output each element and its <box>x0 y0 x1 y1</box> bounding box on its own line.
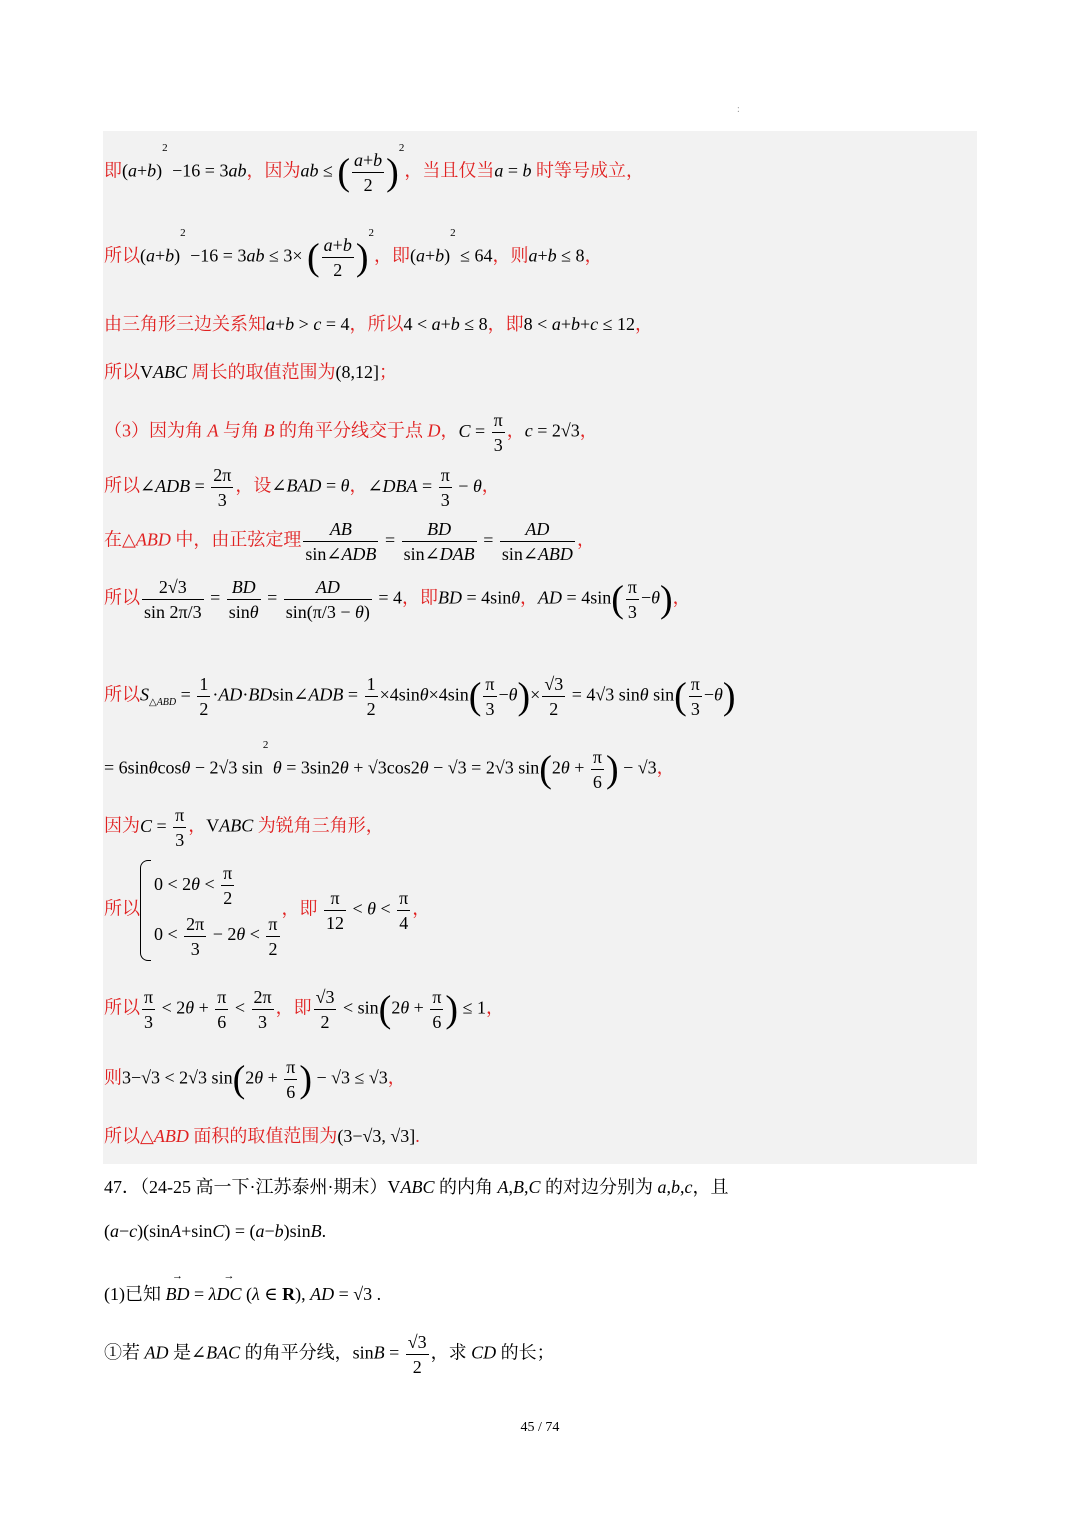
solution-line-2: 所以$(a+b)^2 -16 = 3ab \le 3\times$ ( $\frac{a+b}{2}$ )$^2$，即$(a+b)^2 \le 64$，则a+b ≤ 8， <box>104 227 603 280</box>
problem-47-part1: (1)已知 → BD = λ→ DC (λ ∈ R), AD = √3 . <box>104 1280 381 1306</box>
solution-line-5: （3）因为角 A 与角 B 的角平分线交于点 D，C = $\frac{\pi}{3}$ ，c = 2√3， <box>104 410 598 455</box>
solution-line-4: 所以VABC 周长的取值范围为(8,12]； <box>104 362 397 382</box>
problem-47-part1-sub1: ①若 AD 是∠BAC 的角平分线，sinB = $\frac{√3}{2}$ ，求 CD 的长； <box>104 1332 555 1377</box>
solution-line-3: 由三角形三边关系知a+b > c = 4，所以4 < a+b ≤ 8，即8 < a+b+c ≤ 12， <box>104 314 654 334</box>
solution-line-13: 所以 $\frac{\pi}{3}$ < 2θ + $\frac{\pi}{6}$ < $\frac{2\pi}{3}$ ，即 $\frac{√3}{2}$ < sin(2θ + $\frac{\pi}{6}$ ) ≤ 1， <box>104 987 504 1032</box>
solution-line-10: = 6sinθcosθ − 2√3 $\sin^2 \theta = 3\sin 2\theta + √3\cos 2\theta - √3 = 2√3$ sin(2θ + $\frac{\pi}{6}$ ) − √3， <box>104 739 675 792</box>
solution-line-8: 所以 $\frac{2√3}{\sin 2\pi/3}$ = $\frac{BD}{\sin\theta}$ = $\frac{AD}{\sin(\pi/3 - \theta)}$ = 4，即BD = 4sinθ，AD = 4sin( $\frac{\pi}{3}$ −θ)， <box>104 577 691 622</box>
problem-47-stem: 47．（24-25 高一下·江苏泰州·期末）VABC 的内角 A,B,C 的对边分别为 a,b,c，且 <box>104 1177 729 1197</box>
solution-line-1: 即$(a+b)^2 -16 = 3ab$，因为ab ≤ ( $\frac{a+b}{2}$ )$^2$，当且仅当a = b 时等号成立， <box>104 142 644 195</box>
solution-line-7: 在△ABD 中，由正弦定理 $\frac{AB}{\text{sin∠ADB}}$ = $\frac{BD}{\text{sin∠DAB}}$ = $\frac{AD}{\text{sin∠ABD}}$ ， <box>104 519 595 564</box>
solution-line-9: 所以$S_{\triangle ABD}$ = $\frac{1}{2}$ ·AD·BDsin∠ADB = $\frac{1}{2}$ ×4sinθ×4sin( $\frac{\pi}{3}$ −θ)× $\frac{√3}{2}$ = 4√3 sinθ sin( $\frac{\pi}{3}$ −θ) <box>104 674 736 719</box>
solution-line-14: 则3−√3 < 2√3 sin(2θ + $\frac{\pi}{6}$ ) − √3 ≤ √3， <box>104 1057 406 1102</box>
header-mark: : <box>737 104 740 115</box>
solution-line-11: 因为C = $\frac{\pi}{3}$ ，VABC 为锐角三角形， <box>104 805 384 850</box>
page-number: 45 / 74 <box>520 1420 560 1435</box>
solution-line-12: 所以 0 < 2θ < $\frac{\pi}{2}$ 0 < $\frac{2\pi}{3}$ − 2θ < $\frac{\pi}{2}$ ，即 $\frac{\pi}{12}$ < θ < $\frac{\pi}{4}$ ， <box>104 860 430 961</box>
solution-line-15: 所以△ABD 面积的取值范围为(3−√3, √3]. <box>104 1126 420 1146</box>
problem-47-condition: (a−c)(sinA+sinC) = (a−b)sinB. <box>104 1221 327 1241</box>
solution-line-6: 所以∠ADB = $\frac{2\pi}{3}$ ，设∠BAD = θ，∠DBA = $\frac{\pi}{3}$ − θ， <box>104 465 500 510</box>
